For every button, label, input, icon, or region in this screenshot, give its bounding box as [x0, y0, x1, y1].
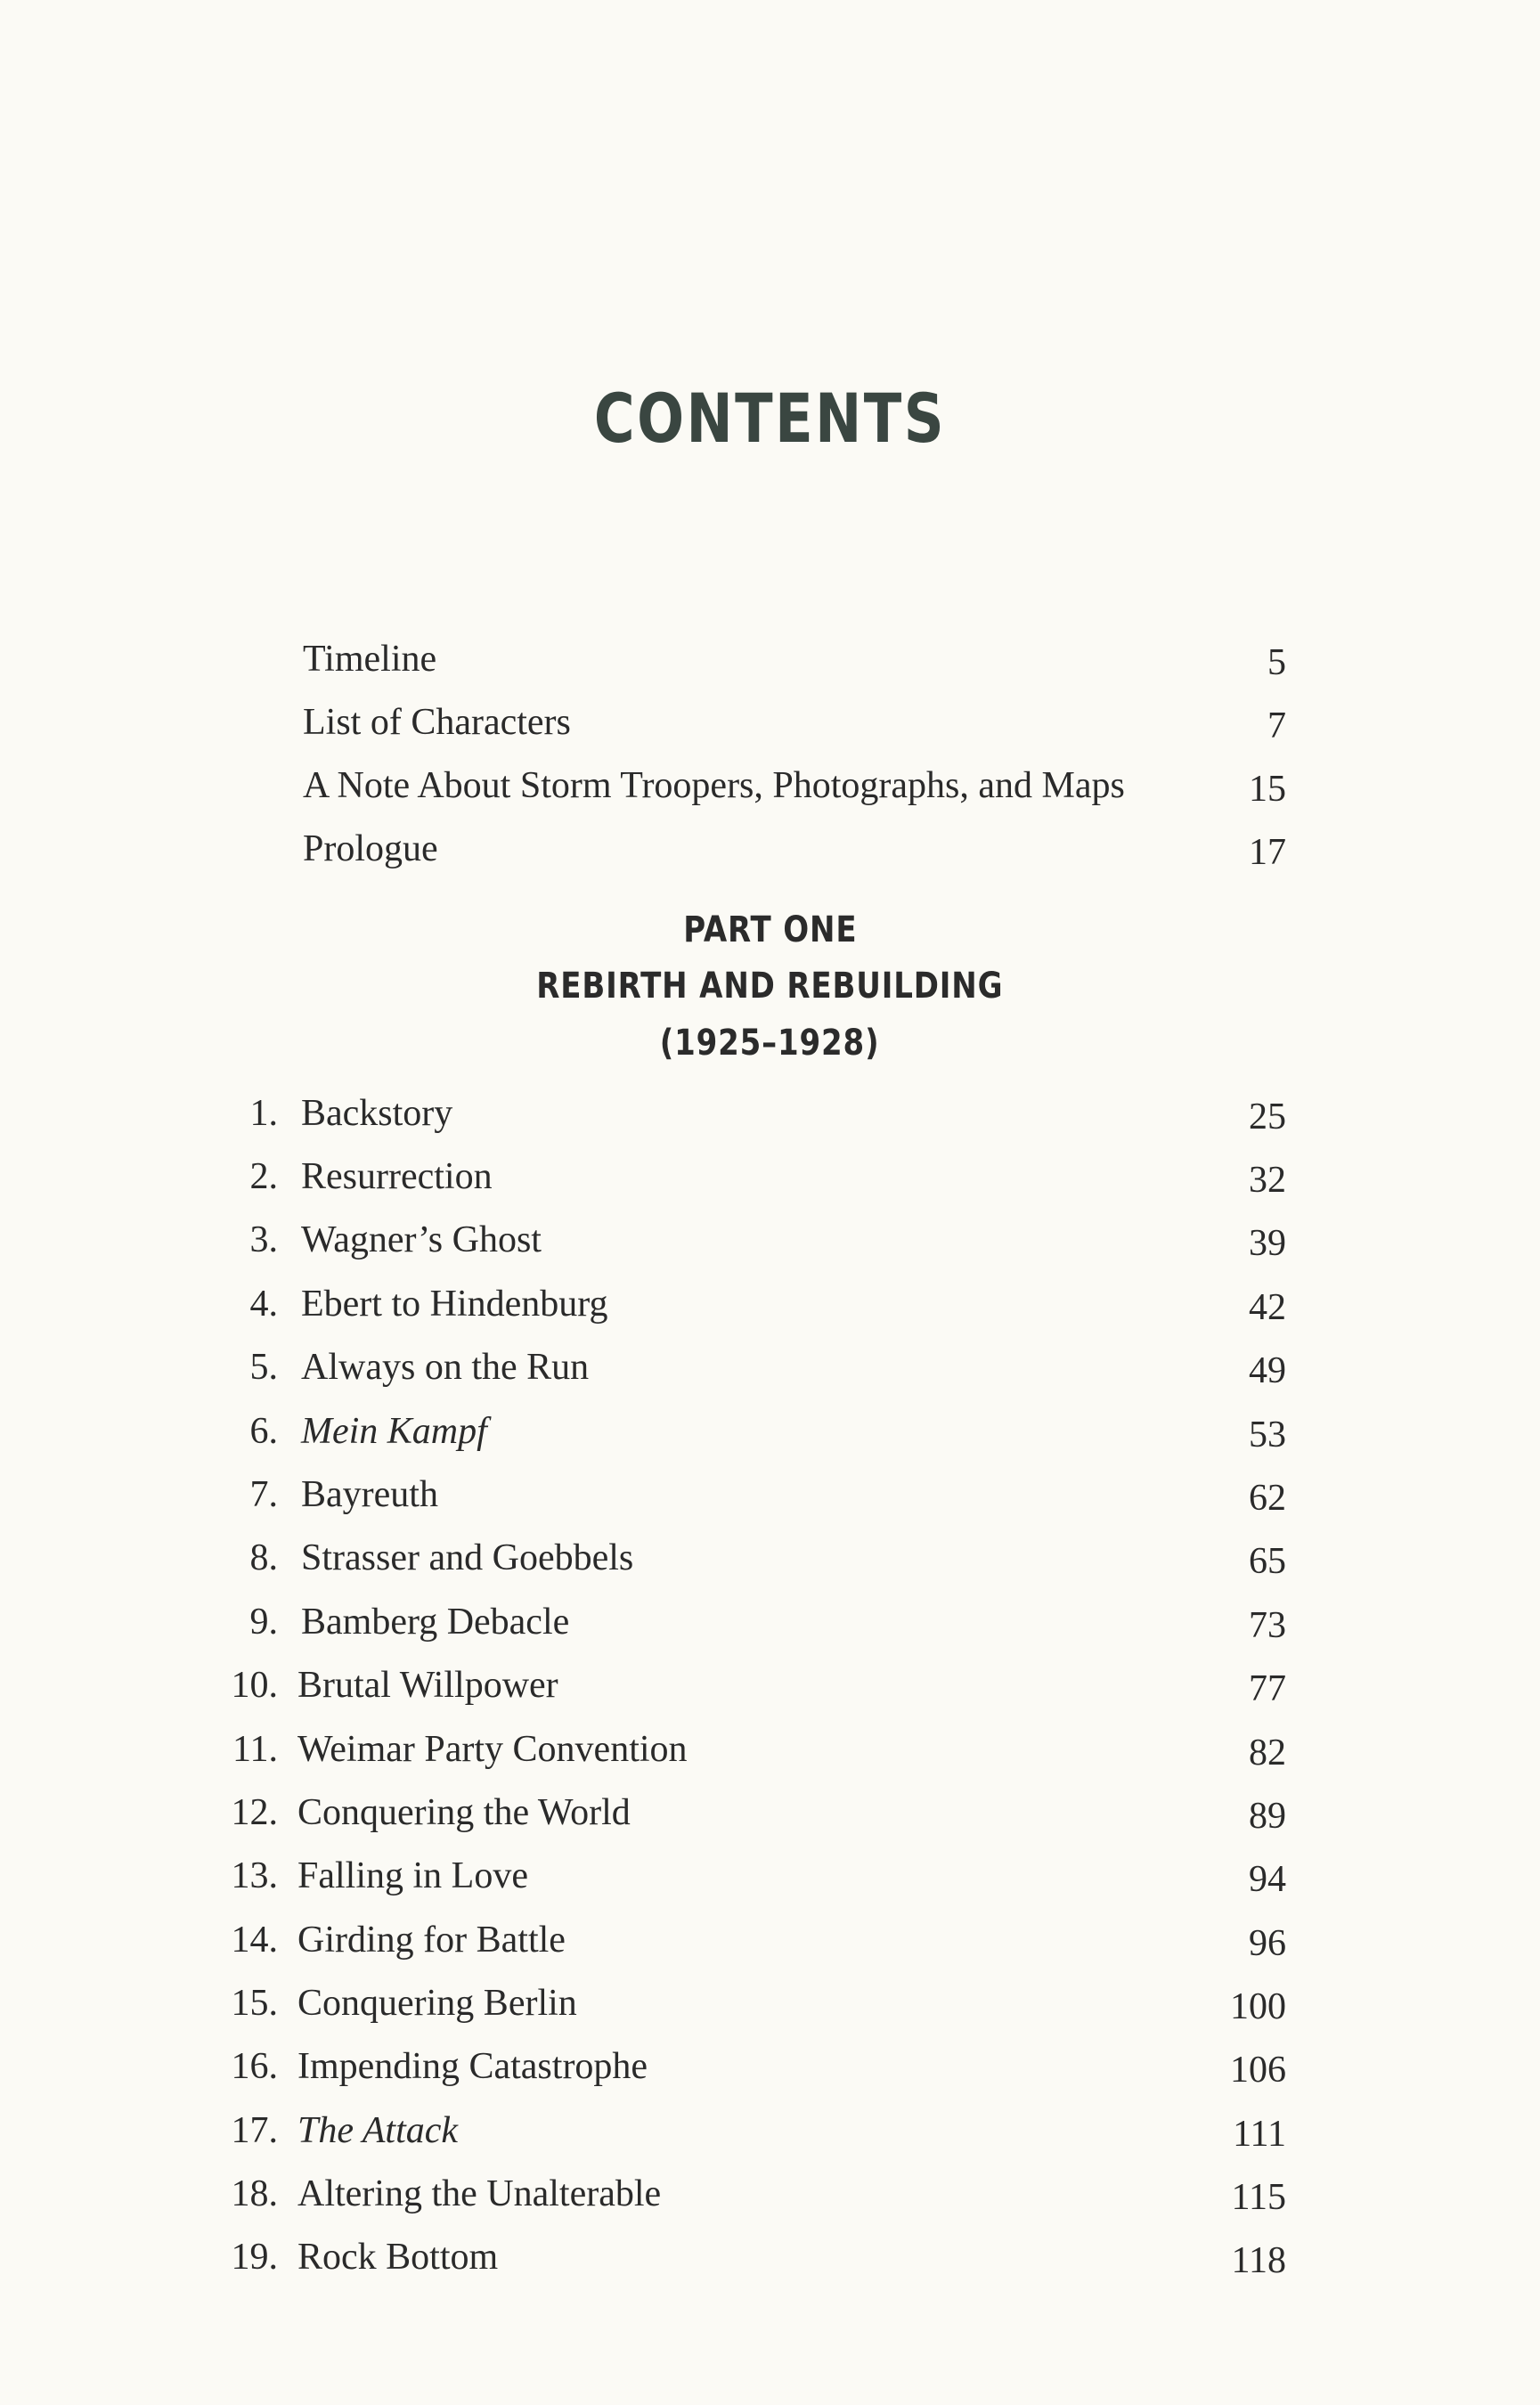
toc-entry-title: A Note About Storm Troopers, Photographs, and Maps	[303, 765, 1125, 806]
chapter-number: 14.	[231, 1920, 278, 1961]
chapter-entry[interactable]	[0, 1601, 1540, 1663]
chapter-entry[interactable]	[0, 1728, 1540, 1790]
chapter-title: Mein Kampf	[301, 1411, 487, 1452]
toc-entry[interactable]	[0, 764, 1540, 827]
chapter-page: 49	[1249, 1350, 1286, 1391]
toc-entry-page: 17	[1249, 832, 1286, 873]
chapter-title: Strasser and Goebbels	[301, 1537, 634, 1578]
chapter-page: 25	[1249, 1097, 1286, 1137]
chapter-title: Conquering the World	[297, 1792, 631, 1833]
chapter-page: 32	[1249, 1160, 1286, 1201]
chapter-entry[interactable]	[0, 1855, 1540, 1917]
chapter-title: Resurrection	[301, 1156, 493, 1197]
chapter-number: 16.	[231, 2046, 278, 2087]
chapter-title: Wagner’s Ghost	[301, 1219, 542, 1260]
chapter-page: 53	[1249, 1414, 1286, 1455]
chapter-title: Impending Catastrophe	[297, 2046, 648, 2087]
chapter-entry[interactable]	[0, 1155, 1540, 1218]
chapter-title: Backstory	[301, 1093, 453, 1134]
chapter-title: Bayreuth	[301, 1474, 438, 1515]
chapter-title: Girding for Battle	[297, 1920, 566, 1961]
chapter-number: 15.	[231, 1983, 278, 2024]
chapter-entry[interactable]	[0, 2173, 1540, 2235]
chapter-title: The Attack	[297, 2110, 459, 2151]
chapter-entry[interactable]	[0, 2236, 1540, 2298]
chapter-page: 39	[1249, 1223, 1286, 1264]
chapter-page: 94	[1249, 1859, 1286, 1900]
chapter-number: 11.	[232, 1729, 278, 1770]
chapter-page: 42	[1249, 1287, 1286, 1328]
toc-entry-page: 7	[1267, 705, 1286, 746]
toc-entry-page: 15	[1249, 769, 1286, 810]
chapter-number: 19.	[231, 2237, 278, 2278]
chapter-entry[interactable]	[0, 1664, 1540, 1726]
chapter-page: 77	[1249, 1668, 1286, 1709]
chapter-page: 82	[1249, 1732, 1286, 1773]
chapter-title: Rock Bottom	[297, 2237, 499, 2278]
chapter-entry[interactable]	[0, 1283, 1540, 1345]
chapter-entry[interactable]	[0, 2045, 1540, 2107]
chapter-number: 17.	[231, 2110, 278, 2151]
chapter-number: 4.	[249, 1284, 278, 1325]
part-title: REBIRTH AND REBUILDING	[536, 966, 1004, 1007]
chapter-title: Falling in Love	[297, 1855, 528, 1896]
toc-entry[interactable]	[0, 827, 1540, 890]
chapter-title: Ebert to Hindenburg	[301, 1284, 608, 1325]
chapter-number: 10.	[231, 1665, 278, 1706]
chapter-number: 6.	[249, 1411, 278, 1452]
chapter-number: 5.	[249, 1347, 278, 1388]
part-label: PART ONE	[682, 909, 858, 950]
chapter-page: 111	[1233, 2114, 1286, 2155]
chapter-number: 7.	[249, 1474, 278, 1515]
chapter-number: 9.	[249, 1602, 278, 1643]
chapter-number: 18.	[231, 2173, 278, 2214]
chapter-entry[interactable]	[0, 1410, 1540, 1472]
chapter-title: Brutal Willpower	[297, 1665, 558, 1706]
toc-entry-title: List of Characters	[303, 702, 571, 743]
toc-entry[interactable]	[0, 638, 1540, 700]
chapter-title: Conquering Berlin	[297, 1983, 577, 2024]
chapter-page: 65	[1249, 1541, 1286, 1582]
chapter-entry[interactable]	[0, 1219, 1540, 1281]
chapter-title: Weimar Party Convention	[297, 1729, 688, 1770]
chapter-page: 62	[1249, 1478, 1286, 1519]
toc-entry-title: Prologue	[303, 828, 438, 869]
chapter-entry[interactable]	[0, 1473, 1540, 1536]
chapter-number: 8.	[249, 1537, 278, 1578]
chapter-entry[interactable]	[0, 1919, 1540, 1981]
toc-entry[interactable]	[0, 701, 1540, 763]
chapter-entry[interactable]	[0, 1791, 1540, 1854]
chapter-page: 73	[1249, 1605, 1286, 1646]
chapter-entry[interactable]	[0, 2109, 1540, 2172]
chapter-number: 13.	[231, 1855, 278, 1896]
toc-entry-title: Timeline	[303, 639, 437, 680]
chapter-page: 118	[1231, 2240, 1286, 2281]
page-title: CONTENTS	[593, 379, 947, 458]
toc-entry-page: 5	[1267, 642, 1286, 683]
chapter-number: 12.	[231, 1792, 278, 1833]
chapter-entry[interactable]	[0, 1346, 1540, 1408]
part-years: (1925–1928)	[660, 1023, 880, 1064]
chapter-page: 89	[1249, 1796, 1286, 1837]
chapter-title: Altering the Unalterable	[297, 2173, 662, 2214]
chapter-entry[interactable]	[0, 1537, 1540, 1599]
chapter-number: 2.	[249, 1156, 278, 1197]
chapter-page: 96	[1249, 1923, 1286, 1964]
chapter-number: 1.	[249, 1093, 278, 1134]
chapter-number: 3.	[249, 1219, 278, 1260]
chapter-title: Bamberg Debacle	[301, 1602, 570, 1643]
chapter-entry[interactable]	[0, 1982, 1540, 2044]
chapter-title: Always on the Run	[301, 1347, 590, 1388]
chapter-page: 115	[1231, 2177, 1286, 2218]
chapter-page: 106	[1230, 2050, 1286, 2091]
chapter-entry[interactable]	[0, 1092, 1540, 1154]
chapter-page: 100	[1230, 1986, 1286, 2027]
